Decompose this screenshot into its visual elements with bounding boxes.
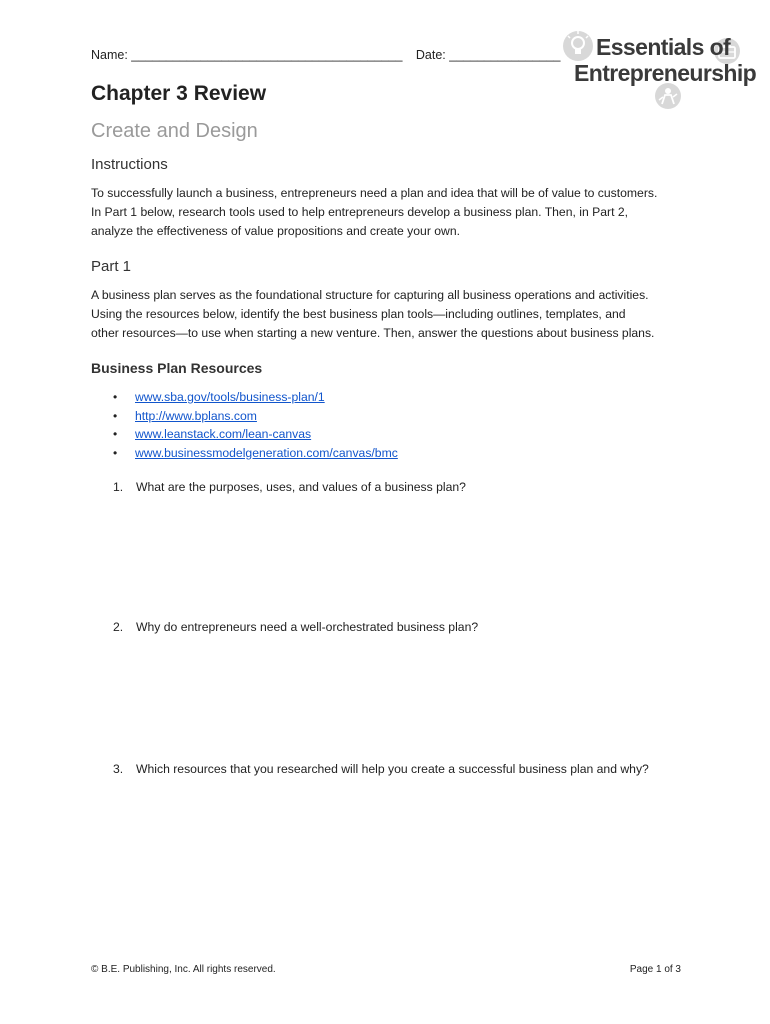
footer-copyright: © B.E. Publishing, Inc. All rights reserved. [91,964,276,975]
part1-line: A business plan serves as the foundational structure for capturing all business operations and activities. [91,288,649,302]
bullet-icon: • [113,427,118,441]
question-number: 2. [113,620,124,634]
question-number: 1. [113,480,124,494]
part1-line: other resources—to use when starting a new venture. Then, answer the questions about business plans. [91,326,655,340]
instructions-heading: Instructions [91,156,168,173]
resource-link-bplans[interactable]: http://www.bplans.com [135,408,257,423]
question-3 [91,762,649,776]
list-item [91,388,398,407]
instructions-text [91,184,691,241]
instructions-line: analyze the effectiveness of value propositions and create your own. [91,224,461,238]
instructions-line: To successfully launch a business, entrepreneurs need a plan and idea that will be of value to customers. [91,186,658,200]
page-title: Chapter 3 Review [91,82,267,105]
resource-link-leanstack[interactable]: www.leanstack.com/lean-canvas [135,427,312,441]
list-item [91,407,398,426]
part1-text [91,286,691,343]
resource-list [91,388,398,462]
instructions-line: In Part 1 below, research tools used to help entrepreneurs develop a business plan. Then, in Part 2, [91,205,629,219]
question-text: Which resources that you researched will help you create a successful business plan and why? [136,762,649,776]
question-2 [91,620,478,634]
logo-text-line2: Entrepreneurship [574,60,757,86]
footer-page-number: Page 1 of 3 [629,964,681,975]
bullet-icon: • [113,408,118,423]
question-1 [91,480,466,494]
logo-text-line1: Essentials of [596,34,731,60]
question-text: What are the purposes, uses, and values of a business plan? [136,480,466,494]
lightbulb-icon [563,31,593,61]
bullet-icon: • [113,445,118,460]
part1-line: Using the resources below, identify the best business plan tools—including outlines, templates, and [91,307,626,321]
question-number: 3. [113,762,124,776]
date-field[interactable]: Date: ________________ [415,48,561,62]
question-text: Why do entrepreneurs need a well-orchestrated business plan? [136,620,479,634]
brand-logo [560,26,760,112]
resource-link-bmc[interactable]: www.businessmodelgeneration.com/canvas/bmc [135,445,398,460]
resource-link-sba[interactable]: www.sba.gov/tools/business-plan/1 [135,390,325,404]
bullet-icon: • [113,390,118,404]
page-subtitle: Create and Design [91,120,258,142]
resources-heading: Business Plan Resources [91,360,263,376]
list-item [91,444,398,463]
name-field[interactable]: Name: _______________________________________ [91,48,403,62]
list-item [91,425,398,444]
part1-heading: Part 1 [91,258,132,275]
header-fields [91,48,561,62]
